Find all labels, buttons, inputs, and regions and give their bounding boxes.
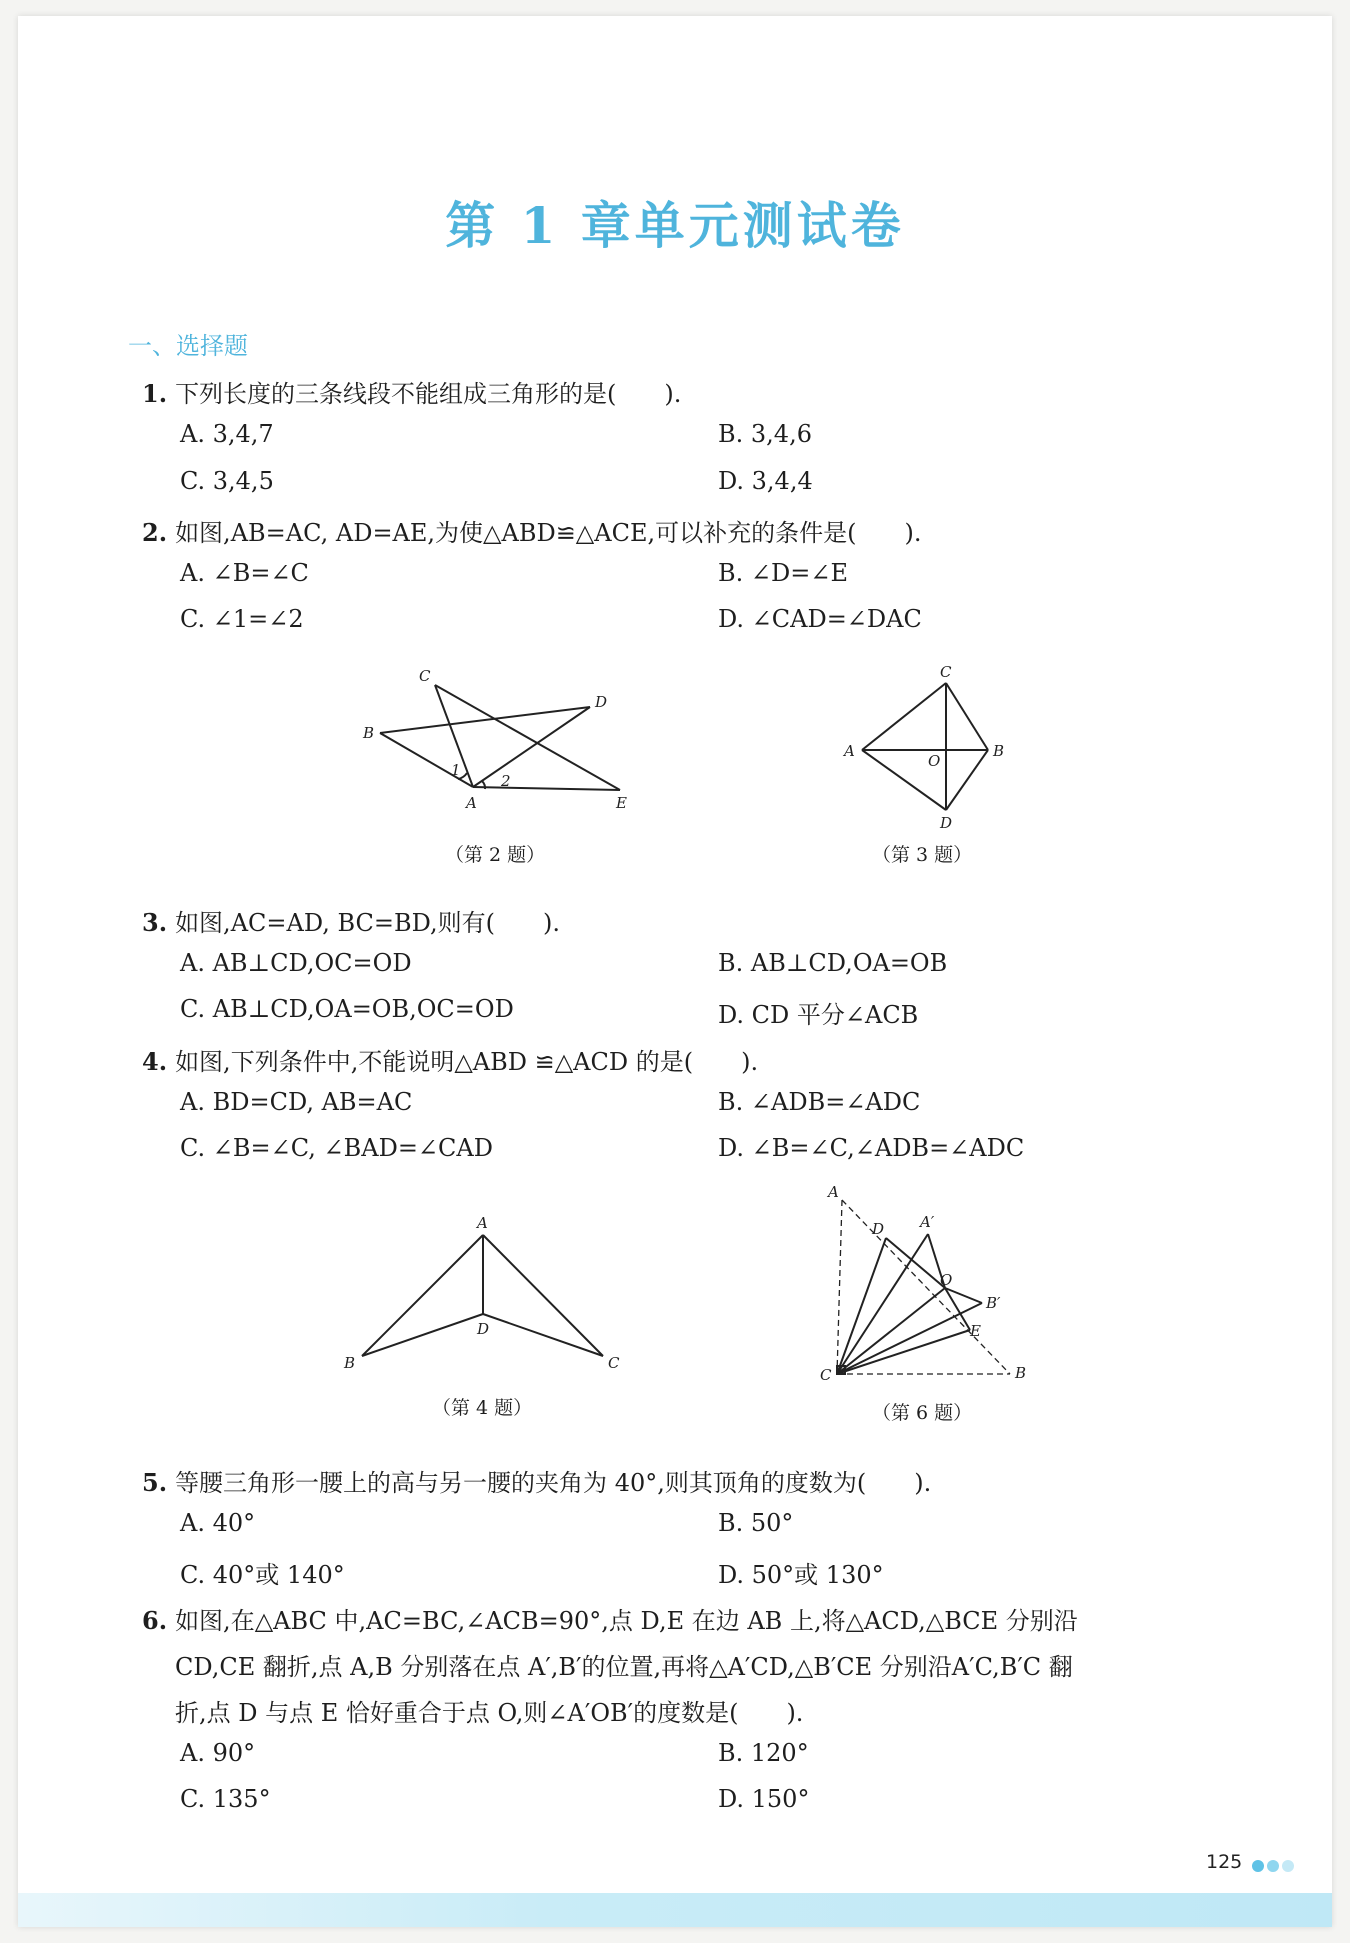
question-6-line-3: 折,点 D 与点 E 恰好重合于点 O,则∠A′OB′的度数是( ).	[175, 1699, 804, 1727]
fig6-label-e: E	[970, 1322, 981, 1340]
question-2	[142, 513, 921, 548]
page-bottom-band	[18, 1893, 1332, 1927]
decor-dot-3	[1282, 1860, 1294, 1872]
question-number: 1.	[142, 379, 168, 408]
fig6-label-b: B	[1015, 1364, 1027, 1382]
question-text: 如图,AC=AD, BC=BD,则有( ).	[175, 909, 561, 937]
question-text: 如图,AB=AC, AD=AE,为使△ABD≌△ACE,可以补充的条件是( ).	[175, 519, 922, 547]
fig2-label-e: E	[616, 794, 627, 812]
figure-3-caption: （第 3 题）	[872, 844, 973, 866]
question-text: 等腰三角形一腰上的高与另一腰的夹角为 40°,则其顶角的度数为( ).	[175, 1469, 932, 1497]
figure-2	[355, 665, 645, 825]
q6-option-b: B. 120°	[718, 1739, 809, 1767]
fig4-label-b: B	[344, 1354, 356, 1372]
fig6-label-a-prime: A′	[920, 1213, 935, 1231]
section-heading: 一、选择题	[128, 332, 248, 360]
q1-option-c: C. 3,4,5	[180, 467, 274, 495]
q6-option-c: C. 135°	[180, 1785, 271, 1813]
fig6-label-a: A	[828, 1183, 839, 1201]
question-text: 如图,下列条件中,不能说明△ABD ≌△ACD 的是( ).	[175, 1048, 759, 1076]
figure-2-caption: （第 2 题）	[445, 844, 546, 866]
fig6-label-c: C	[820, 1366, 832, 1384]
fig2-label-a: A	[466, 794, 477, 812]
fig3-label-c: C	[940, 663, 952, 681]
fig6-label-d: D	[872, 1220, 885, 1238]
question-6-line-2: CD,CE 翻折,点 A,B 分别落在点 A′,B′的位置,再将△A′CD,△B′CE 分别沿A′C,B′C 翻	[175, 1653, 1073, 1681]
fig3-label-d: D	[940, 814, 953, 832]
page-title: 第 1 章单元测试卷	[445, 196, 905, 255]
fig3-label-a: A	[844, 742, 855, 760]
q5-option-d: D. 50°或 130°	[718, 1561, 884, 1589]
q6-option-a: A. 90°	[180, 1739, 256, 1767]
q3-option-a: A. AB⊥CD,OC=OD	[180, 949, 412, 977]
q4-option-d: D. ∠B=∠C,∠ADB=∠ADC	[718, 1134, 1025, 1162]
fig6-label-o: O	[940, 1271, 953, 1289]
question-text: 下列长度的三条线段不能组成三角形的是( ).	[175, 380, 682, 408]
page-number: 125	[1206, 1851, 1243, 1873]
fig4-label-a: A	[477, 1214, 488, 1232]
q3-option-b: B. AB⊥CD,OA=OB	[718, 949, 948, 977]
q5-option-a: A. 40°	[180, 1509, 256, 1537]
q5-option-c: C. 40°或 140°	[180, 1561, 345, 1589]
fig3-label-o: O	[928, 752, 941, 770]
q2-option-a: A. ∠B=∠C	[180, 559, 309, 587]
q1-option-d: D. 3,4,4	[718, 467, 813, 495]
q6-option-d: D. 150°	[718, 1785, 810, 1813]
fig6-label-b-prime: B′	[986, 1294, 1001, 1312]
q3-option-c: C. AB⊥CD,OA=OB,OC=OD	[180, 995, 514, 1023]
q2-option-b: B. ∠D=∠E	[718, 559, 848, 587]
decor-dot-2	[1267, 1860, 1279, 1872]
question-number: 6.	[142, 1606, 168, 1635]
q4-option-a: A. BD=CD, AB=AC	[180, 1088, 413, 1116]
q2-option-d: D. ∠CAD=∠DAC	[718, 605, 922, 633]
question-number: 4.	[142, 1047, 168, 1076]
question-4	[142, 1042, 758, 1077]
question-6	[142, 1601, 1078, 1636]
q5-option-b: B. 50°	[718, 1509, 794, 1537]
fig2-label-b: B	[363, 724, 375, 742]
q1-option-a: A. 3,4,7	[180, 420, 274, 448]
question-3	[142, 903, 560, 938]
q4-option-c: C. ∠B=∠C, ∠BAD=∠CAD	[180, 1134, 493, 1162]
figure-3	[830, 660, 1030, 835]
fig4-label-d: D	[477, 1320, 490, 1338]
question-text-line-1: 如图,在△ABC 中,AC=BC,∠ACB=90°,点 D,E 在边 AB 上,将△ACD,△BCE 分别沿	[175, 1607, 1078, 1635]
figure-4-caption: （第 4 题）	[432, 1397, 533, 1419]
figure-6-caption: （第 6 题）	[872, 1402, 973, 1424]
fig2-label-c: C	[419, 667, 431, 685]
fig2-label-1: 1	[451, 761, 461, 779]
fig4-label-c: C	[608, 1354, 620, 1372]
question-5	[142, 1463, 931, 1498]
q4-option-b: B. ∠ADB=∠ADC	[718, 1088, 921, 1116]
question-number: 5.	[142, 1468, 168, 1497]
q2-option-c: C. ∠1=∠2	[180, 605, 304, 633]
fig2-label-d: D	[595, 693, 608, 711]
q1-option-b: B. 3,4,6	[718, 420, 812, 448]
page-number-dots	[1252, 1857, 1297, 1876]
fig3-label-b: B	[993, 742, 1005, 760]
question-number: 3.	[142, 908, 168, 937]
q3-option-d: D. CD 平分∠ACB	[718, 1001, 919, 1029]
question-number: 2.	[142, 518, 168, 547]
question-1	[142, 374, 681, 409]
figure-4	[335, 1210, 635, 1375]
figure-6	[810, 1180, 1040, 1385]
decor-dot-1	[1252, 1860, 1264, 1872]
fig2-label-2: 2	[501, 772, 511, 790]
